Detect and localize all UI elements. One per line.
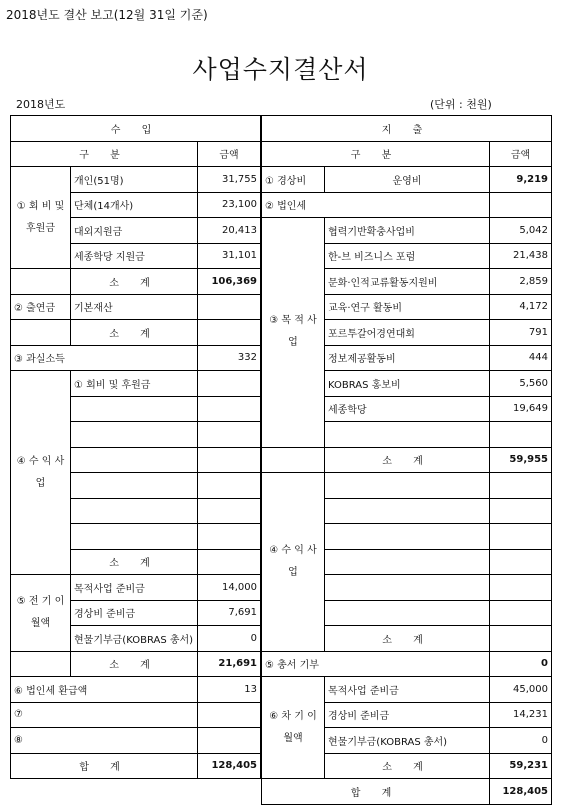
- expense-row-amount: 0: [490, 728, 552, 754]
- expense-row-label: 현물기부금(KOBRAS 총서): [325, 728, 490, 754]
- income-cat-endowment: ② 출연금: [11, 294, 71, 320]
- income-cat-tax-refund: ⑥ 법인세 환급액: [11, 677, 198, 703]
- expense-cat-carry: ⑥ 차 기 이월액: [262, 677, 325, 779]
- expense-row-label: 세종학당: [325, 396, 490, 422]
- report-header: 2018년도 결산 보고(12월 31일 기준): [6, 8, 208, 22]
- income-row-amount: 14,000: [198, 575, 261, 601]
- expense-row-amount: 444: [490, 345, 552, 371]
- expense-cat-series: ⑤ 총서 기부: [262, 651, 490, 677]
- expense-row-label: 문화·인적교류활동지원비: [325, 269, 490, 295]
- expense-row-amount: 21,438: [490, 243, 552, 269]
- income-row-amount: 31,101: [198, 243, 261, 269]
- income-row-amount: 31,755: [198, 167, 261, 193]
- expense-row-label: 경상비 준비금: [325, 702, 490, 728]
- expense-col-amount: 금액: [490, 141, 552, 167]
- page-title: 사업수지결산서: [192, 55, 369, 84]
- expense-subtotal-amount: 59,955: [490, 447, 552, 473]
- income-row-label: ① 회비 및 후원금: [71, 371, 198, 397]
- income-heading: 수 입: [11, 116, 261, 142]
- expense-row-label: 목적사업 준비금: [325, 677, 490, 703]
- expense-row-amount: 19,649: [490, 396, 552, 422]
- expense-total-label: 합 계: [262, 779, 490, 805]
- expense-row-label: 협력기반확충사업비: [325, 218, 490, 244]
- expense-row-amount: 5,042: [490, 218, 552, 244]
- expense-cat-corp-tax: ② 법인세: [262, 192, 490, 218]
- income-row-amount: 20,413: [198, 218, 261, 244]
- expense-subtotal-label: 소 계: [325, 753, 490, 779]
- income-row-label: 단체(14개사): [71, 192, 198, 218]
- income-row-amount: 23,100: [198, 192, 261, 218]
- income-cat-8: ⑧: [11, 728, 198, 754]
- expense-row-amount: 9,219: [490, 167, 552, 193]
- income-row-amount: 7,691: [198, 600, 261, 626]
- expense-row-label: 포르투갈어경연대회: [325, 320, 490, 346]
- expense-row-label: 정보제공활동비: [325, 345, 490, 371]
- expense-cat-purpose: ③ 목 적 사 업: [262, 218, 325, 448]
- expense-cat-profit: ④ 수 익 사 업: [262, 473, 325, 652]
- expense-heading: 지 출: [262, 116, 552, 142]
- expense-row-label: KOBRAS 홍보비: [325, 371, 490, 397]
- income-total-amount: 128,405: [198, 753, 261, 779]
- income-row-amount: 0: [198, 626, 261, 652]
- expense-row-amount: 5,560: [490, 371, 552, 397]
- expense-row-amount: 4,172: [490, 294, 552, 320]
- income-row-label: 현물기부금(KOBRAS 총서): [71, 626, 198, 652]
- income-subtotal-label: 소 계: [71, 651, 198, 677]
- expense-subtotal-amount: 59,231: [490, 753, 552, 779]
- income-subtotal-label: 소 계: [71, 549, 198, 575]
- expense-row-amount: 0: [490, 651, 552, 677]
- expense-col-item: 구 분: [262, 141, 490, 167]
- income-cat-carry: ⑤ 전 기 이월액: [11, 575, 71, 652]
- expense-subtotal-label: 소 계: [325, 626, 490, 652]
- expense-total-amount: 128,405: [490, 779, 552, 805]
- unit-note: (단위 : 천원): [430, 98, 492, 111]
- income-subtotal-amount: 21,691: [198, 651, 261, 677]
- expense-subtotal-label: 소 계: [325, 447, 490, 473]
- fiscal-year: 2018년도: [16, 98, 66, 111]
- income-row-label: 개인(51명): [71, 167, 198, 193]
- income-row-label: 대외지원금: [71, 218, 198, 244]
- income-row-label: 목적사업 준비금: [71, 575, 198, 601]
- income-cat-fruit: ③ 과실소득: [11, 345, 198, 371]
- income-cat-membership: ① 회 비 및 후원금: [11, 167, 71, 269]
- income-subtotal-label: 소 계: [71, 269, 198, 295]
- income-row-amount: 13: [198, 677, 261, 703]
- income-col-amount: 금액: [198, 141, 261, 167]
- expense-row-label: 운영비: [325, 167, 490, 193]
- income-col-item: 구 분: [11, 141, 198, 167]
- income-row-label: 기본재산: [71, 294, 198, 320]
- income-subtotal-amount: 106,369: [198, 269, 261, 295]
- expense-row-amount: 791: [490, 320, 552, 346]
- expense-cat-ops: ① 경상비: [262, 167, 325, 193]
- income-row-label: 경상비 준비금: [71, 600, 198, 626]
- expense-table: [261, 115, 552, 805]
- expense-row-amount: 14,231: [490, 702, 552, 728]
- expense-row-amount: 2,859: [490, 269, 552, 295]
- income-subtotal-label: 소 계: [71, 320, 198, 346]
- income-total-label: 합 계: [11, 753, 198, 779]
- expense-row-amount: 45,000: [490, 677, 552, 703]
- income-row-amount: 332: [198, 345, 261, 371]
- income-row-label: 세종학당 지원금: [71, 243, 198, 269]
- expense-row-label: 교육·연구 활동비: [325, 294, 490, 320]
- income-cat-profit: ④ 수 익 사 업: [11, 371, 71, 575]
- income-cat-7: ⑦: [11, 702, 198, 728]
- expense-row-label: 한-브 비즈니스 포럼: [325, 243, 490, 269]
- income-table: [10, 115, 261, 779]
